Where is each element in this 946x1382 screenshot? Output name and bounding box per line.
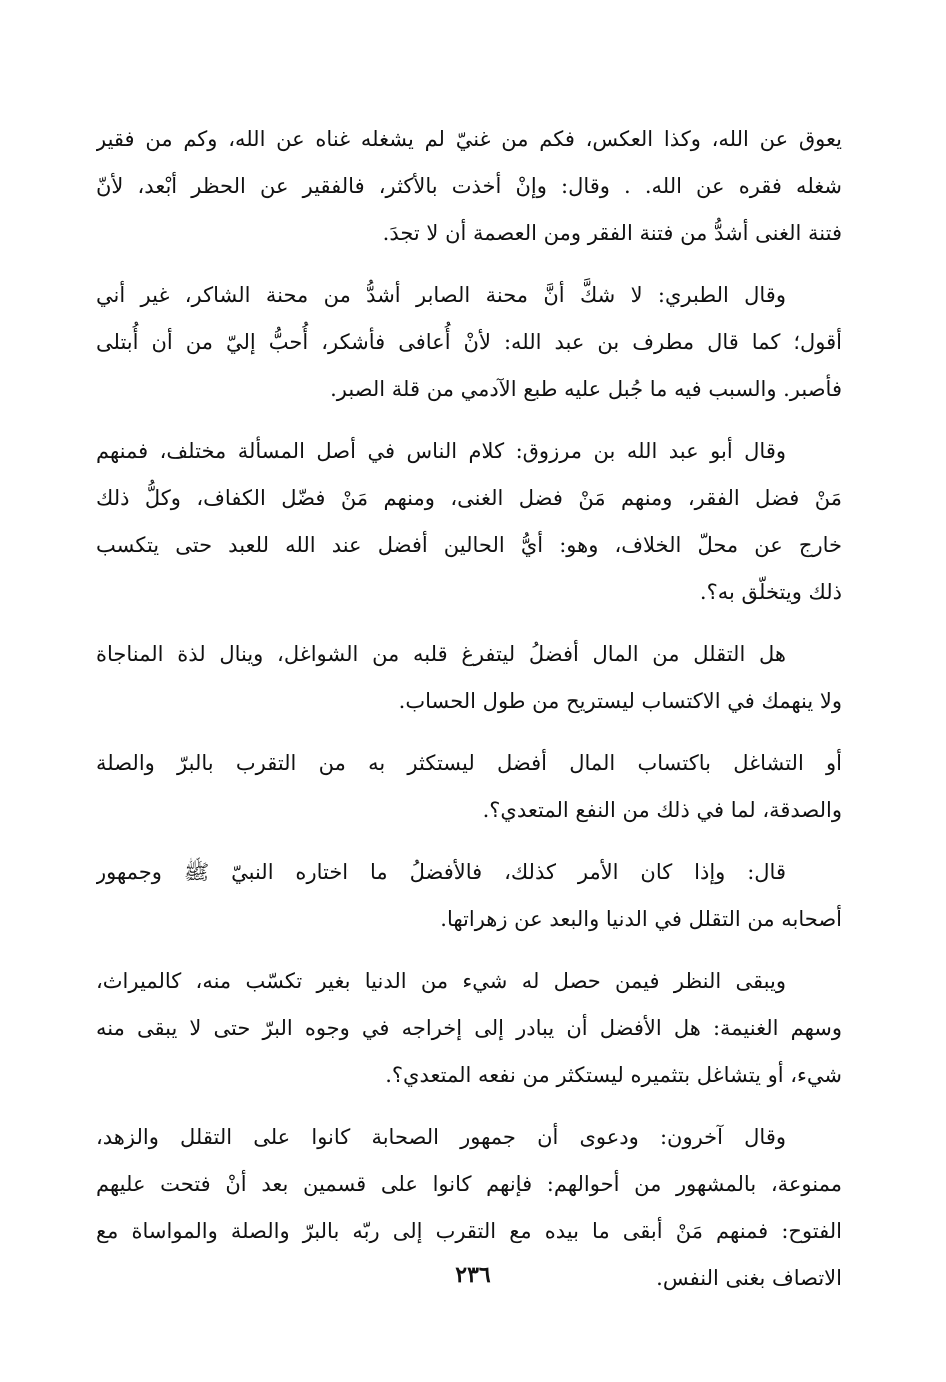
paragraph — [96, 116, 842, 257]
paragraph — [96, 740, 842, 834]
text-line: وقال أبو عبد الله بن مرزوق: كلام الناس في أصل المسألة مختلف، فمنهم — [96, 439, 786, 463]
text-line: شيء، أو يتشاغل بتثميره ليستكثر من نفعه المتعدي؟. — [385, 1063, 842, 1087]
text-line: خارج عن محلّ الخلاف، وهو: أيُّ الحالين أفضل عند الله للعبد حتى يتكسب — [96, 533, 842, 557]
text-line: قال: وإذا كان الأمر كذلك، فالأفضلُ ما اختاره النبيّ ﷺ وجمهور — [96, 860, 786, 884]
text-line: يعوق عن الله، وكذا العكس، فكم من غنيّ لم يشغله غناه عن الله، وكم من فقير — [96, 127, 842, 151]
paragraph — [96, 428, 842, 616]
text-line: ذلك ويتخلّق به؟. — [699, 580, 842, 604]
text-line: فتنة الغنى أشدُّ من فتنة الفقر ومن العصمة أن لا تجدَ. — [382, 221, 842, 245]
text-line: أو التشاغل باكتساب المال أفضل ليستكثر به من التقرب بالبرّ والصلة — [96, 751, 842, 775]
paragraph — [96, 631, 842, 725]
text-line: ممنوعة، بالمشهور من أحوالهم: فإنهم كانوا على قسمين بعد أنْ فتحت عليهم — [96, 1172, 842, 1196]
text-line: هل التقلل من المال أفضلُ ليتفرغ قلبه من الشواغل، وينال لذة المناجاة — [96, 642, 786, 666]
text-line: وقال الطبري: لا شكَّ أنَّ محنة الصابر أشدُّ من محنة الشاكر، غير أني — [96, 283, 786, 307]
text-line: والصدقة، لما في ذلك من النفع المتعدي؟. — [482, 798, 842, 822]
text-line: وسهم الغنيمة: هل الأفضل أن يبادر إلى إخراجه في وجوه البرّ حتى لا يبقى منه — [96, 1016, 842, 1040]
text-line: ويبقى النظر فيمن حصل له شيء من الدنيا بغير تكسّب منه، كالميراث، — [96, 969, 786, 993]
text-line: الاتصاف بغنى النفس. — [656, 1266, 842, 1290]
text-line: أصحابه من التقلل في الدنيا والبعد عن زهراتها. — [440, 907, 842, 931]
paragraph — [96, 958, 842, 1099]
paragraph — [96, 849, 842, 943]
text-line: الفتوح: فمنهم مَنْ أبقى ما بيده مع التقرب إلى ربّه بالبرّ والصلة والمواساة مع — [96, 1219, 842, 1243]
text-line: مَنْ فضل الفقر، ومنهم مَنْ فضل الغنى، ومنهم مَنْ فضّل الكفاف، وكلُّ ذلك — [96, 486, 842, 510]
page-number: ٢٣٦ — [455, 1262, 491, 1288]
paragraph — [96, 272, 842, 413]
text-line: شغله فقره عن الله. . وقال: وإنْ أخذت بالأكثر، فالفقير عن الحظر أبْعد، لأنّ — [96, 174, 842, 198]
body-text — [96, 116, 842, 1317]
text-line: وقال آخرون: ودعوى أن جمهور الصحابة كانوا على التقلل والزهد، — [96, 1125, 786, 1149]
text-line: ولا ينهمك في الاكتساب ليستريح من طول الحساب. — [398, 689, 842, 713]
text-line: فأصبر. والسبب فيه ما جُبل عليه طبع الآدمي من قلة الصبر. — [330, 377, 842, 401]
text-line: أقول؛ كما قال مطرف بن عبد الله: لأنْ أُعافى فأشكر، أُحبُّ إليّ من أن أُبتلى — [96, 330, 842, 354]
